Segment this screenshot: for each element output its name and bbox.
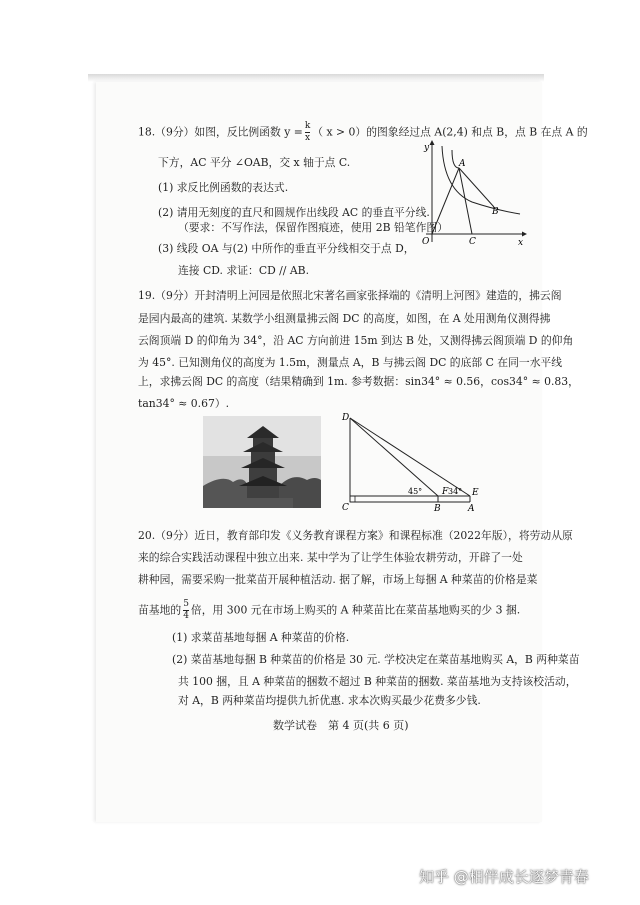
segment-ab xyxy=(459,168,494,207)
label-a2: A xyxy=(468,504,475,512)
segment-oa xyxy=(432,168,459,234)
q18-line-2: 下方，AC 平分 ∠OAB，交 x 轴于点 C. xyxy=(158,156,351,169)
q20-line-2: 来的综合实践活动课程中独立出来. 某中学为了让学生体验农耕劳动，开辟了一处 xyxy=(138,551,523,564)
label-x: x xyxy=(518,238,524,246)
q20-line-5: (1) 求菜苗基地每捆 A 种菜苗的价格. xyxy=(172,631,350,644)
label-e: E xyxy=(472,488,479,498)
label-d: D xyxy=(342,413,350,423)
q18-line-6: (3) 线段 OA 与(2) 中所作的垂直平分线相交于点 D， xyxy=(158,242,415,255)
q19-line-6: tan34° ≈ 0.67）. xyxy=(138,397,230,410)
q18-line-3: (1) 求反比例函数的表达式. xyxy=(158,181,289,194)
q20-line-6: (2) 菜苗基地每捆 B 种菜苗的价格是 30 元. 学校决定在菜苗基地购买 A，B 两种菜苗 xyxy=(172,653,580,666)
q18-line-4: (2) 请用无刻度的直尺和圆规作出线段 AC 的垂直平分线. xyxy=(158,206,430,219)
label-o: O xyxy=(422,237,430,246)
q20-line-1: 20.（9分）近日，教育部印发《义务教育课程方案》和课程标准（2022年版），将劳动从原 xyxy=(138,529,573,542)
q18-line-5: （要求：不写作法，保留作图痕迹，使用 2B 铅笔作图） xyxy=(178,221,448,234)
q20-line-3: 耕种园，需要采购一批菜苗开展种植活动. 据了解，市场上每捆 A 种菜苗的价格是菜 xyxy=(138,573,538,586)
page-footer: 数学试卷 第 4 页(共 6 页) xyxy=(273,719,409,732)
pavilion-illustration xyxy=(203,416,321,508)
label-angle-45: 45° xyxy=(408,487,423,496)
q19-triangle-diagram xyxy=(338,410,504,512)
q19-line-4: 为 45°. 已知测角仪的高度为 1.5m，测量点 A，B 与拂云阁 DC 的底部 C 在同一水平线 xyxy=(138,356,563,369)
y-axis-arrow xyxy=(430,140,435,145)
q20-line-4: 苗基地的 $\frac{5}{4}$ 倍，用 300 元在市场上购买的 A 种菜苗比在菜苗基地购买的少 3 捆. xyxy=(138,599,521,621)
curve-upper xyxy=(452,150,459,168)
label-b2: B xyxy=(434,504,441,512)
q20-line-8: 对 A，B 两种菜苗均提供九折优惠. 求本次购买最少花费多少钱. xyxy=(178,694,481,707)
label-c: C xyxy=(469,237,476,246)
sight-from-b xyxy=(350,418,438,496)
q18-function-graph xyxy=(418,138,528,246)
pavilion-photo xyxy=(203,416,321,508)
q18-line-1: 18.（9分）如图，反比例函数 y = $\frac{k}{x}$ （ x > 0）的图象经过点 A(2,4) 和点 B，点 B 在点 A 的 xyxy=(138,121,588,143)
q18-line-7: 连接 CD. 求证：CD // AB. xyxy=(178,264,310,277)
q20-line-7: 共 100 捆，且 A 种菜苗的捆数不超过 B 种菜苗的捆数. 菜苗基地为支持该校活动， xyxy=(178,675,577,688)
label-angle-34: 34° xyxy=(448,487,463,496)
q19-line-1: 19.（9分）开封清明上河园是依照北宋著名画家张择端的《清明上河图》建造的，拂云阁 xyxy=(138,289,562,302)
label-y: y xyxy=(424,143,430,153)
q19-line-5: 上，求拂云阁 DC 的高度（结果精确到 1m. 参考数据：sin34° ≈ 0.56，cos34° ≈ 0.83， xyxy=(138,375,579,388)
watermark-text: 知乎 @相伴成长逐梦青春 xyxy=(419,868,589,886)
label-b: B xyxy=(492,207,499,217)
label-a: A xyxy=(459,159,466,169)
sight-from-a xyxy=(350,418,470,496)
q19-line-3: 云阁顶端 D 的仰角为 34°，沿 AC 方向前进 15m 到达 B 处，又测得拂云阁顶端 D 的仰角 xyxy=(138,334,574,347)
scan-edge xyxy=(88,74,544,82)
x-axis-arrow xyxy=(522,232,527,237)
label-c2: C xyxy=(342,503,349,512)
label-f: F xyxy=(442,487,449,497)
q18-fraction: $\frac{k}{x}$ xyxy=(304,121,311,143)
right-angle-mark xyxy=(350,496,355,502)
q19-line-2: 是园内最高的建筑. 某数学小组测量拂云阁 DC 的高度，如图，在 A 处用测角仪测得拂 xyxy=(138,312,551,325)
q20-fraction: $\frac{5}{4}$ xyxy=(183,599,189,621)
